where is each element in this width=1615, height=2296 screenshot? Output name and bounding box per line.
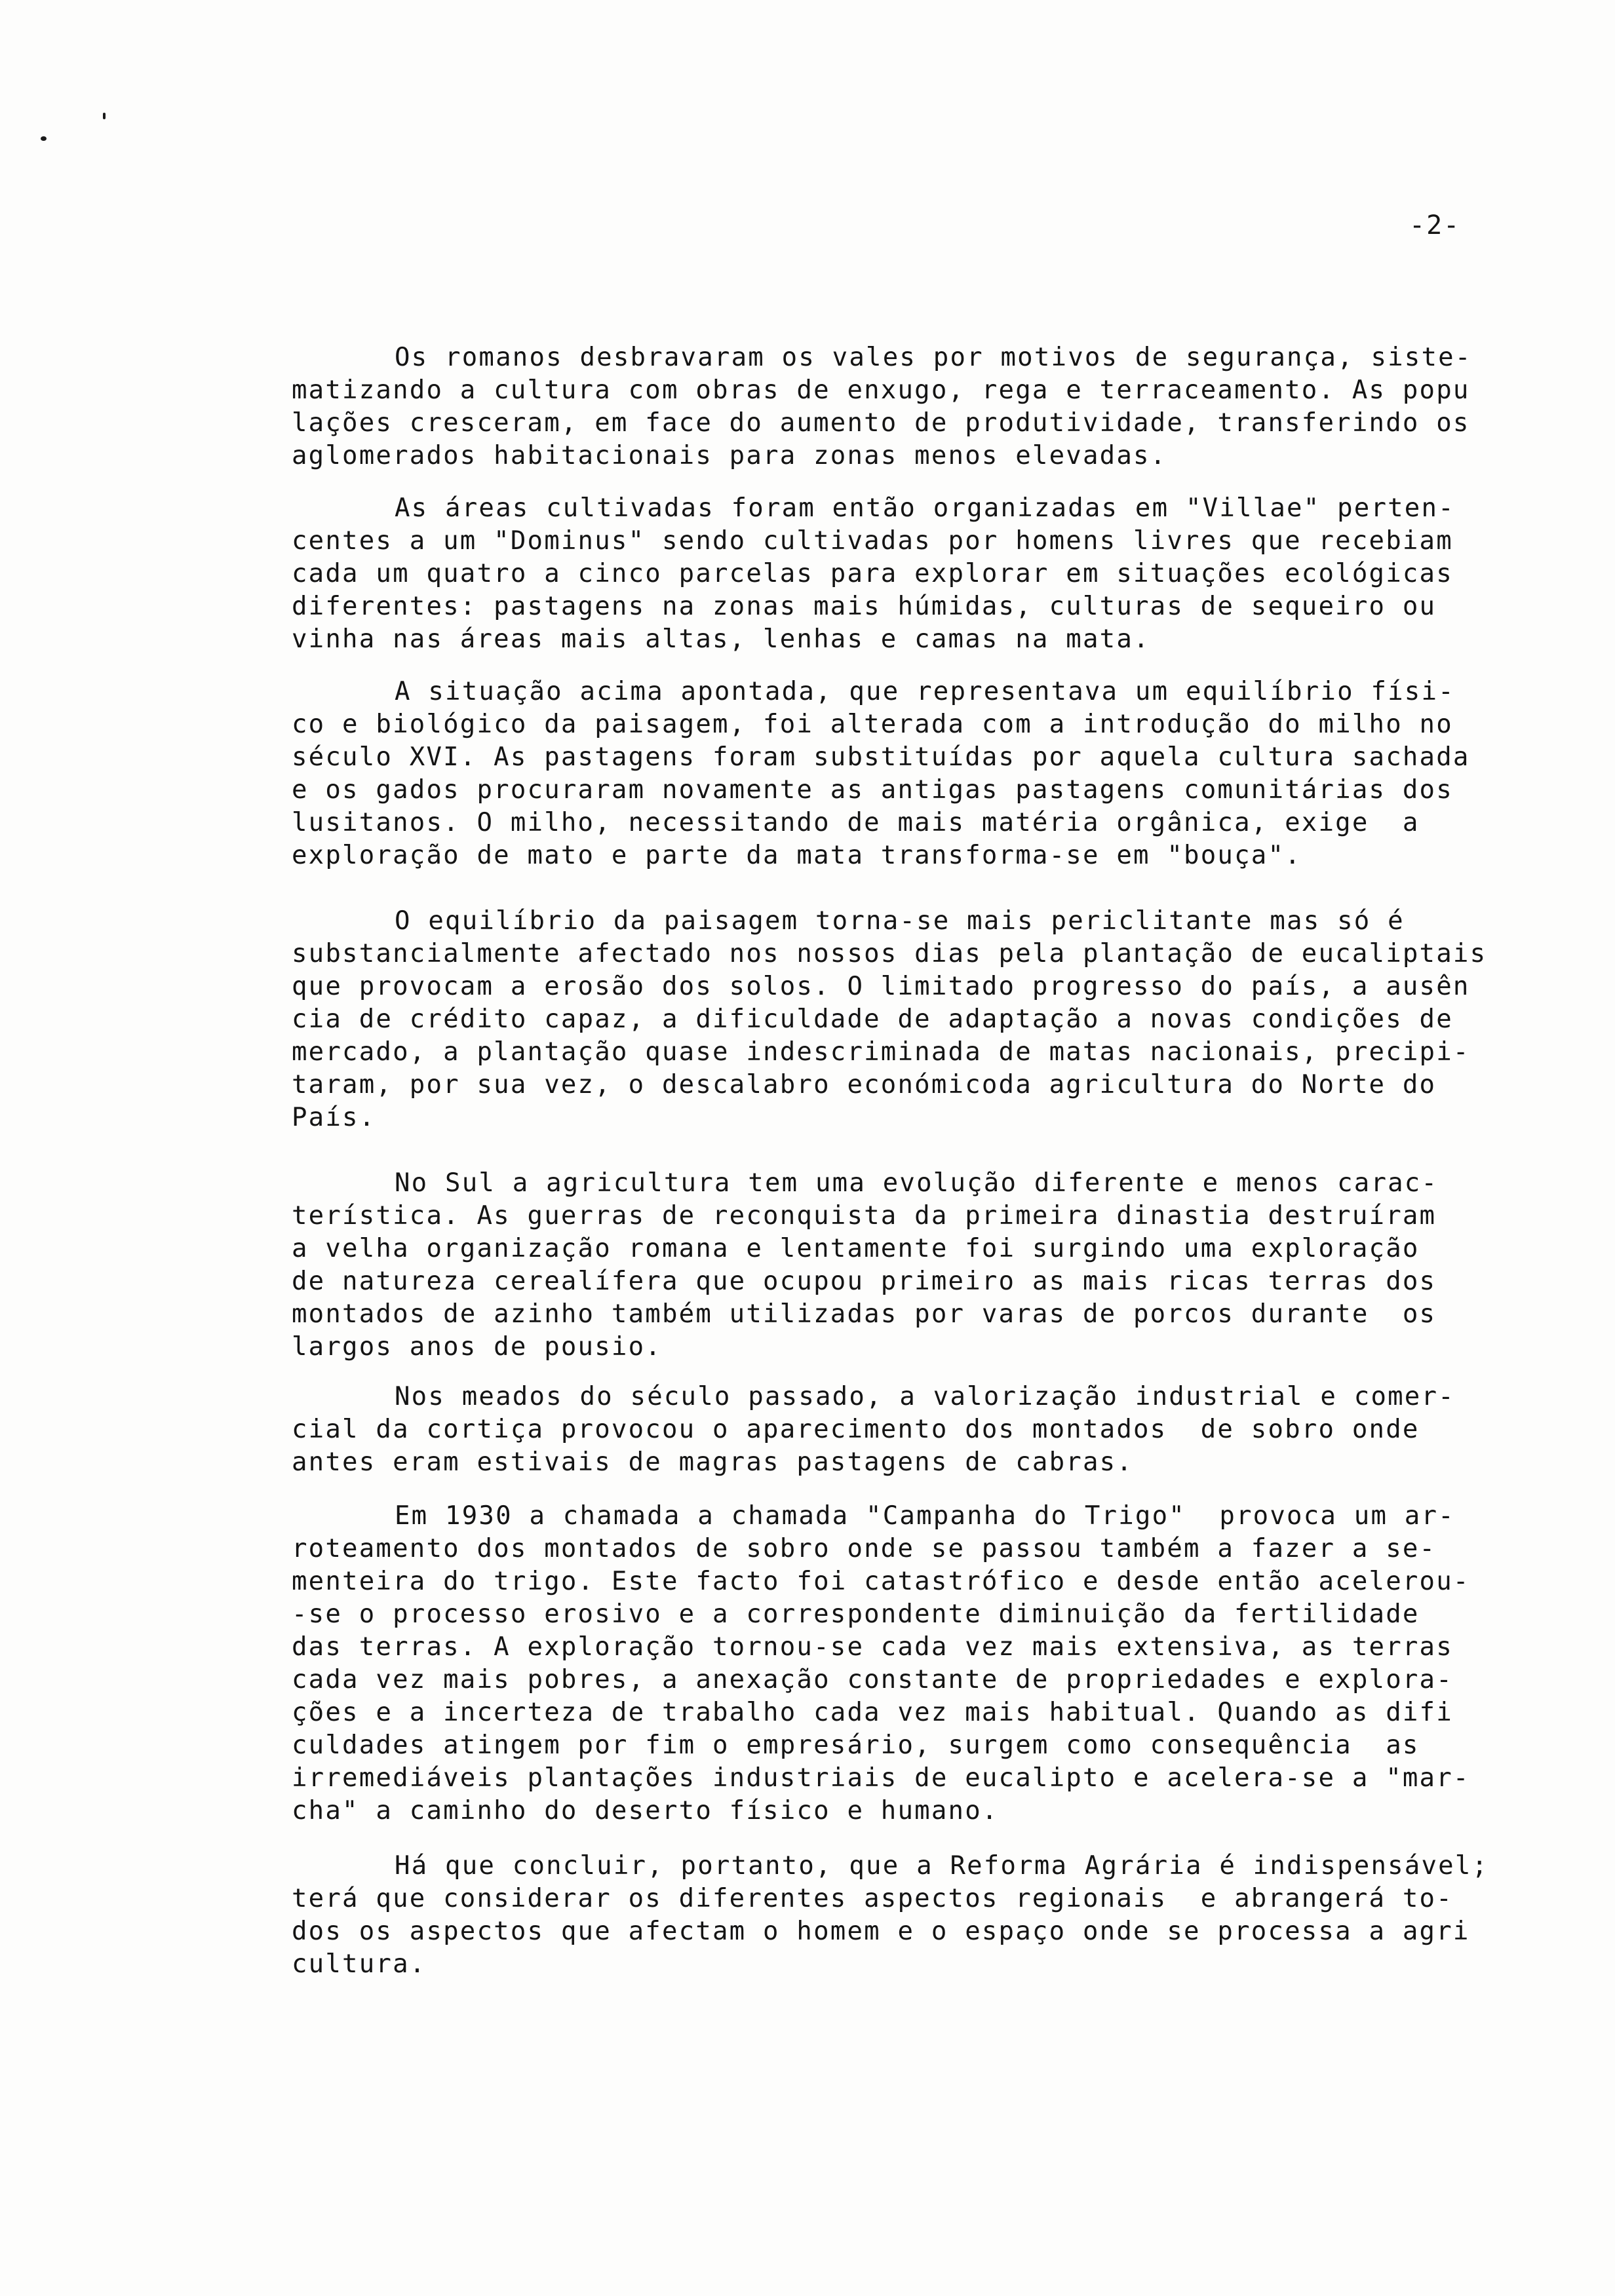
text-line: século XVI. As pastagens foram substituídas por aquela cultura sachada [292, 742, 1470, 772]
page-number: -2- [1409, 210, 1461, 240]
text-line: menteira do trigo. Este facto foi catastrófico e desde então acelerou- [292, 1567, 1470, 1596]
text-line: de natureza cerealífera que ocupou primeiro as mais ricas terras dos [292, 1267, 1437, 1296]
margin-speck [41, 136, 47, 141]
text-line: mercado, a plantação quase indescriminada de matas nacionais, precipi- [292, 1037, 1470, 1067]
text-line: ções e a incerteza de trabalho cada vez mais habitual. Quando as difi [292, 1698, 1453, 1727]
text-line: lações cresceram, em face do aumento de produtividade, transferindo os [292, 408, 1470, 438]
text-line: cha" a caminho do deserto físico e humano. [292, 1796, 999, 1826]
text-line: Os romanos desbravaram os vales por motivos de segurança, siste- [395, 343, 1472, 372]
text-line: largos anos de pousio. [292, 1332, 662, 1362]
text-line: roteamento dos montados de sobro onde se passou também a fazer a se- [292, 1534, 1437, 1563]
text-line: cultura. [292, 1949, 427, 1979]
text-line: cada vez mais pobres, a anexação constante de propriedades e explora- [292, 1665, 1453, 1694]
text-line: culdades atingem por fim o empresário, surgem como consequência as [292, 1731, 1420, 1760]
text-line: cada um quatro a cinco parcelas para explorar em situações ecológicas [292, 559, 1453, 588]
text-line: diferentes: pastagens na zonas mais húmidas, culturas de sequeiro ou [292, 592, 1437, 621]
margin-speck [103, 113, 106, 119]
text-line: a velha organização romana e lentamente foi surgindo uma exploração [292, 1234, 1420, 1263]
text-line: Nos meados do século passado, a valorização industrial e comer- [395, 1382, 1455, 1411]
text-line: terá que considerar os diferentes aspectos regionais e abrangerá to- [292, 1884, 1453, 1913]
text-line: centes a um "Dominus" sendo cultivadas por homens livres que recebiam [292, 526, 1453, 556]
text-line: O equilíbrio da paisagem torna-se mais periclitante mas só é [395, 906, 1405, 936]
text-line: dos os aspectos que afectam o homem e o espaço onde se processa a agri [292, 1917, 1470, 1946]
text-line: A situação acima apontada, que representava um equilíbrio físi- [395, 677, 1455, 706]
text-line: co e biológico da paisagem, foi alterada com a introdução do milho no [292, 710, 1453, 739]
text-line: matizando a cultura com obras de enxugo, rega e terraceamento. As popu [292, 375, 1470, 405]
text-line: das terras. A exploração tornou-se cada vez mais extensiva, as terras [292, 1632, 1453, 1662]
text-line: que provocam a erosão dos solos. O limitado progresso do país, a ausên [292, 972, 1470, 1001]
text-line: cia de crédito capaz, a dificuldade de adaptação a novas condições de [292, 1004, 1453, 1034]
text-line: substancialmente afectado nos nossos dias pela plantação de eucaliptais [292, 939, 1487, 968]
text-line: -se o processo erosivo e a correspondente diminuição da fertilidade [292, 1599, 1420, 1629]
text-line: cial da cortiça provocou o aparecimento dos montados de sobro onde [292, 1415, 1420, 1444]
text-line: irremediáveis plantações industriais de eucalipto e acelera-se a "mar- [292, 1763, 1470, 1793]
text-line: Há que concluir, portanto, que a Reforma Agrária é indispensável; [395, 1851, 1489, 1881]
text-line: lusitanos. O milho, necessitando de mais matéria orgânica, exige a [292, 808, 1420, 837]
text-line: No Sul a agricultura tem uma evolução diferente e menos carac- [395, 1168, 1439, 1198]
text-line: antes eram estivais de magras pastagens de cabras. [292, 1447, 1133, 1477]
text-line: terística. As guerras de reconquista da primeira dinastia destruíram [292, 1201, 1437, 1231]
text-line: e os gados procuraram novamente as antigas pastagens comunitárias dos [292, 775, 1453, 805]
text-line: País. [292, 1103, 376, 1132]
text-line: aglomerados habitacionais para zonas menos elevadas. [292, 441, 1167, 470]
text-line: exploração de mato e parte da mata transforma-se em "bouça". [292, 841, 1302, 870]
text-line: As áreas cultivadas foram então organizadas em "Villae" perten- [395, 493, 1455, 523]
text-line: Em 1930 a chamada a chamada "Campanha do Trigo" provoca um ar- [395, 1501, 1455, 1531]
text-line: taram, por sua vez, o descalabro económicoda agricultura do Norte do [292, 1070, 1437, 1100]
text-line: vinha nas áreas mais altas, lenhas e camas na mata. [292, 624, 1150, 654]
text-line: montados de azinho também utilizadas por varas de porcos durante os [292, 1299, 1437, 1329]
